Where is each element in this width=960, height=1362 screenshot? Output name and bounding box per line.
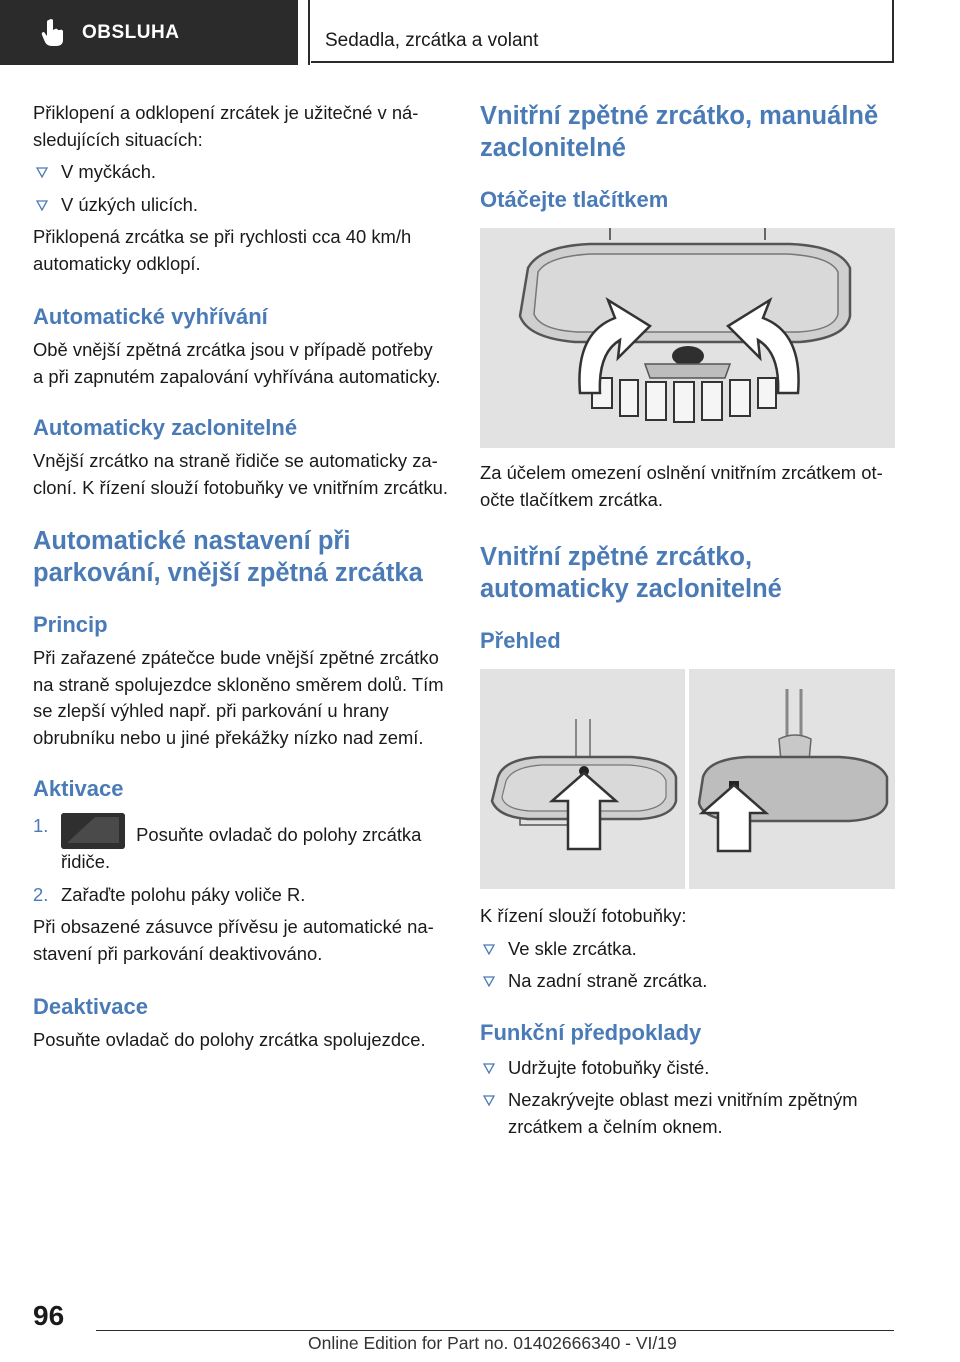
triangle-bullet-icon	[36, 167, 48, 178]
list-item-text: V myčkách.	[61, 161, 157, 182]
intro-list	[33, 159, 448, 218]
chapter-tab	[311, 0, 894, 63]
step-text: Zařaďte polohu páky voliče R.	[61, 883, 306, 905]
list-item	[33, 192, 448, 219]
manual-mirror-illustration	[480, 228, 895, 448]
photocells-list	[480, 936, 897, 995]
list-item-text: V úzkých ulicích.	[61, 193, 198, 215]
step-number: 1.	[33, 815, 49, 836]
footer-divider	[96, 1330, 894, 1331]
mirror-selector-button-image	[61, 813, 125, 849]
list-item-text: Na zadní straně zrcátka.	[508, 970, 708, 991]
manual-mirror-heading: Vnitřní zpětné zrcátko, manuálně zaclonitelné	[480, 102, 879, 162]
intro-text: Přiklopení a odklopení zrcátek je užitečné v ná-sledujících situacích:	[33, 102, 419, 150]
auto-mirror-heading: Vnitřní zpětné zrcátko, automaticky zaclonitelné	[480, 543, 782, 603]
triangle-bullet-icon	[483, 976, 495, 987]
list-item	[33, 159, 448, 186]
triangle-bullet-icon	[483, 1095, 495, 1106]
list-item-text: Udržujte fotobuňky čisté.	[508, 1056, 710, 1078]
manual-mirror-figure	[480, 228, 895, 448]
step-item	[33, 882, 448, 909]
mirror-front-illustration	[480, 669, 685, 889]
dimming-heading: Automaticky zaclonitelné	[33, 415, 298, 440]
step-text: Posuňte ovladač do polohy zrcátka řidiče.	[61, 824, 422, 872]
hand-pointer-icon	[40, 18, 66, 48]
button-heading: Otáčejte tlačítkem	[480, 187, 669, 212]
mirror-back-figure	[689, 669, 895, 889]
triangle-bullet-icon	[36, 200, 48, 211]
step-number: 2.	[33, 883, 49, 905]
trailer-note: Při obsazené zásuvce přívěsu je automatické na-stavení při parkování deaktivováno.	[33, 916, 434, 964]
list-item	[480, 1087, 897, 1140]
list-item	[480, 936, 897, 963]
principle-text: Při zařazené zpátečce bude vnější zpětné zrcátko na straně spolujezdce skloněno směrem dolů. Tím se zlepší výhled např. při parkování u hrany obrubníku nebo u jiné překážky nízko nad zemí.	[33, 647, 444, 748]
triangle-bullet-icon	[483, 944, 495, 955]
requirements-heading: Funkční předpoklady	[480, 1019, 702, 1045]
edition-text: Online Edition for Part no. 01402666340 - VI/19	[308, 1333, 677, 1353]
manual-mirror-text: Za účelem omezení oslnění vnitřním zrcátkem ot-očte tlačítkem zrcátka.	[480, 462, 883, 510]
mirror-front-figure	[480, 669, 685, 889]
mirror-button-icon	[61, 813, 125, 849]
section-title: OBSLUHA	[82, 21, 180, 43]
auto-fold-text: Přiklopená zrcátka se při rychlosti cca 40 km/h automaticky odklopí.	[33, 226, 412, 274]
triangle-bullet-icon	[483, 1063, 495, 1074]
left-column	[33, 100, 448, 1054]
page-number: 96	[33, 1300, 65, 1331]
parking-heading: Automatické nastavení při parkování, vnější zpětná zrcátka	[33, 527, 423, 587]
heating-heading: Automatické vyhřívání	[33, 304, 268, 329]
chapter-title: Sedadla, zrcátka a volant	[325, 30, 539, 51]
overview-heading: Přehled	[480, 628, 561, 653]
photocells-text: K řízení slouží fotobuňky:	[480, 905, 687, 926]
list-item-text: Ve skle zrcátka.	[508, 937, 637, 959]
list-item	[480, 968, 897, 995]
heating-text: Obě vnější zpětná zrcátka jsou v případě potřeby a při zapnutém zapalování vyhřívána automaticky.	[33, 339, 441, 387]
right-column	[480, 100, 897, 1146]
list-item-text: Nezakrývejte oblast mezi vnitřním zpětným zrcátkem a čelním oknem.	[508, 1089, 858, 1137]
deactivation-text: Posuňte ovladač do polohy zrcátka spolujezdce.	[33, 1029, 426, 1050]
dimming-text: Vnější zrcátko na straně řidiče se automaticky za-cloní. K řízení slouží fotobuňky ve vnitřním zrcátku.	[33, 450, 448, 498]
activation-steps	[33, 813, 448, 908]
step-item	[33, 813, 448, 876]
requirements-list	[480, 1055, 897, 1141]
deactivation-heading: Deaktivace	[33, 994, 148, 1019]
activation-heading: Aktivace	[33, 776, 124, 801]
section-tab	[0, 0, 298, 65]
principle-heading: Princip	[33, 612, 108, 637]
mirror-back-illustration	[689, 669, 895, 889]
overview-figures	[480, 669, 895, 889]
list-item	[480, 1055, 897, 1082]
